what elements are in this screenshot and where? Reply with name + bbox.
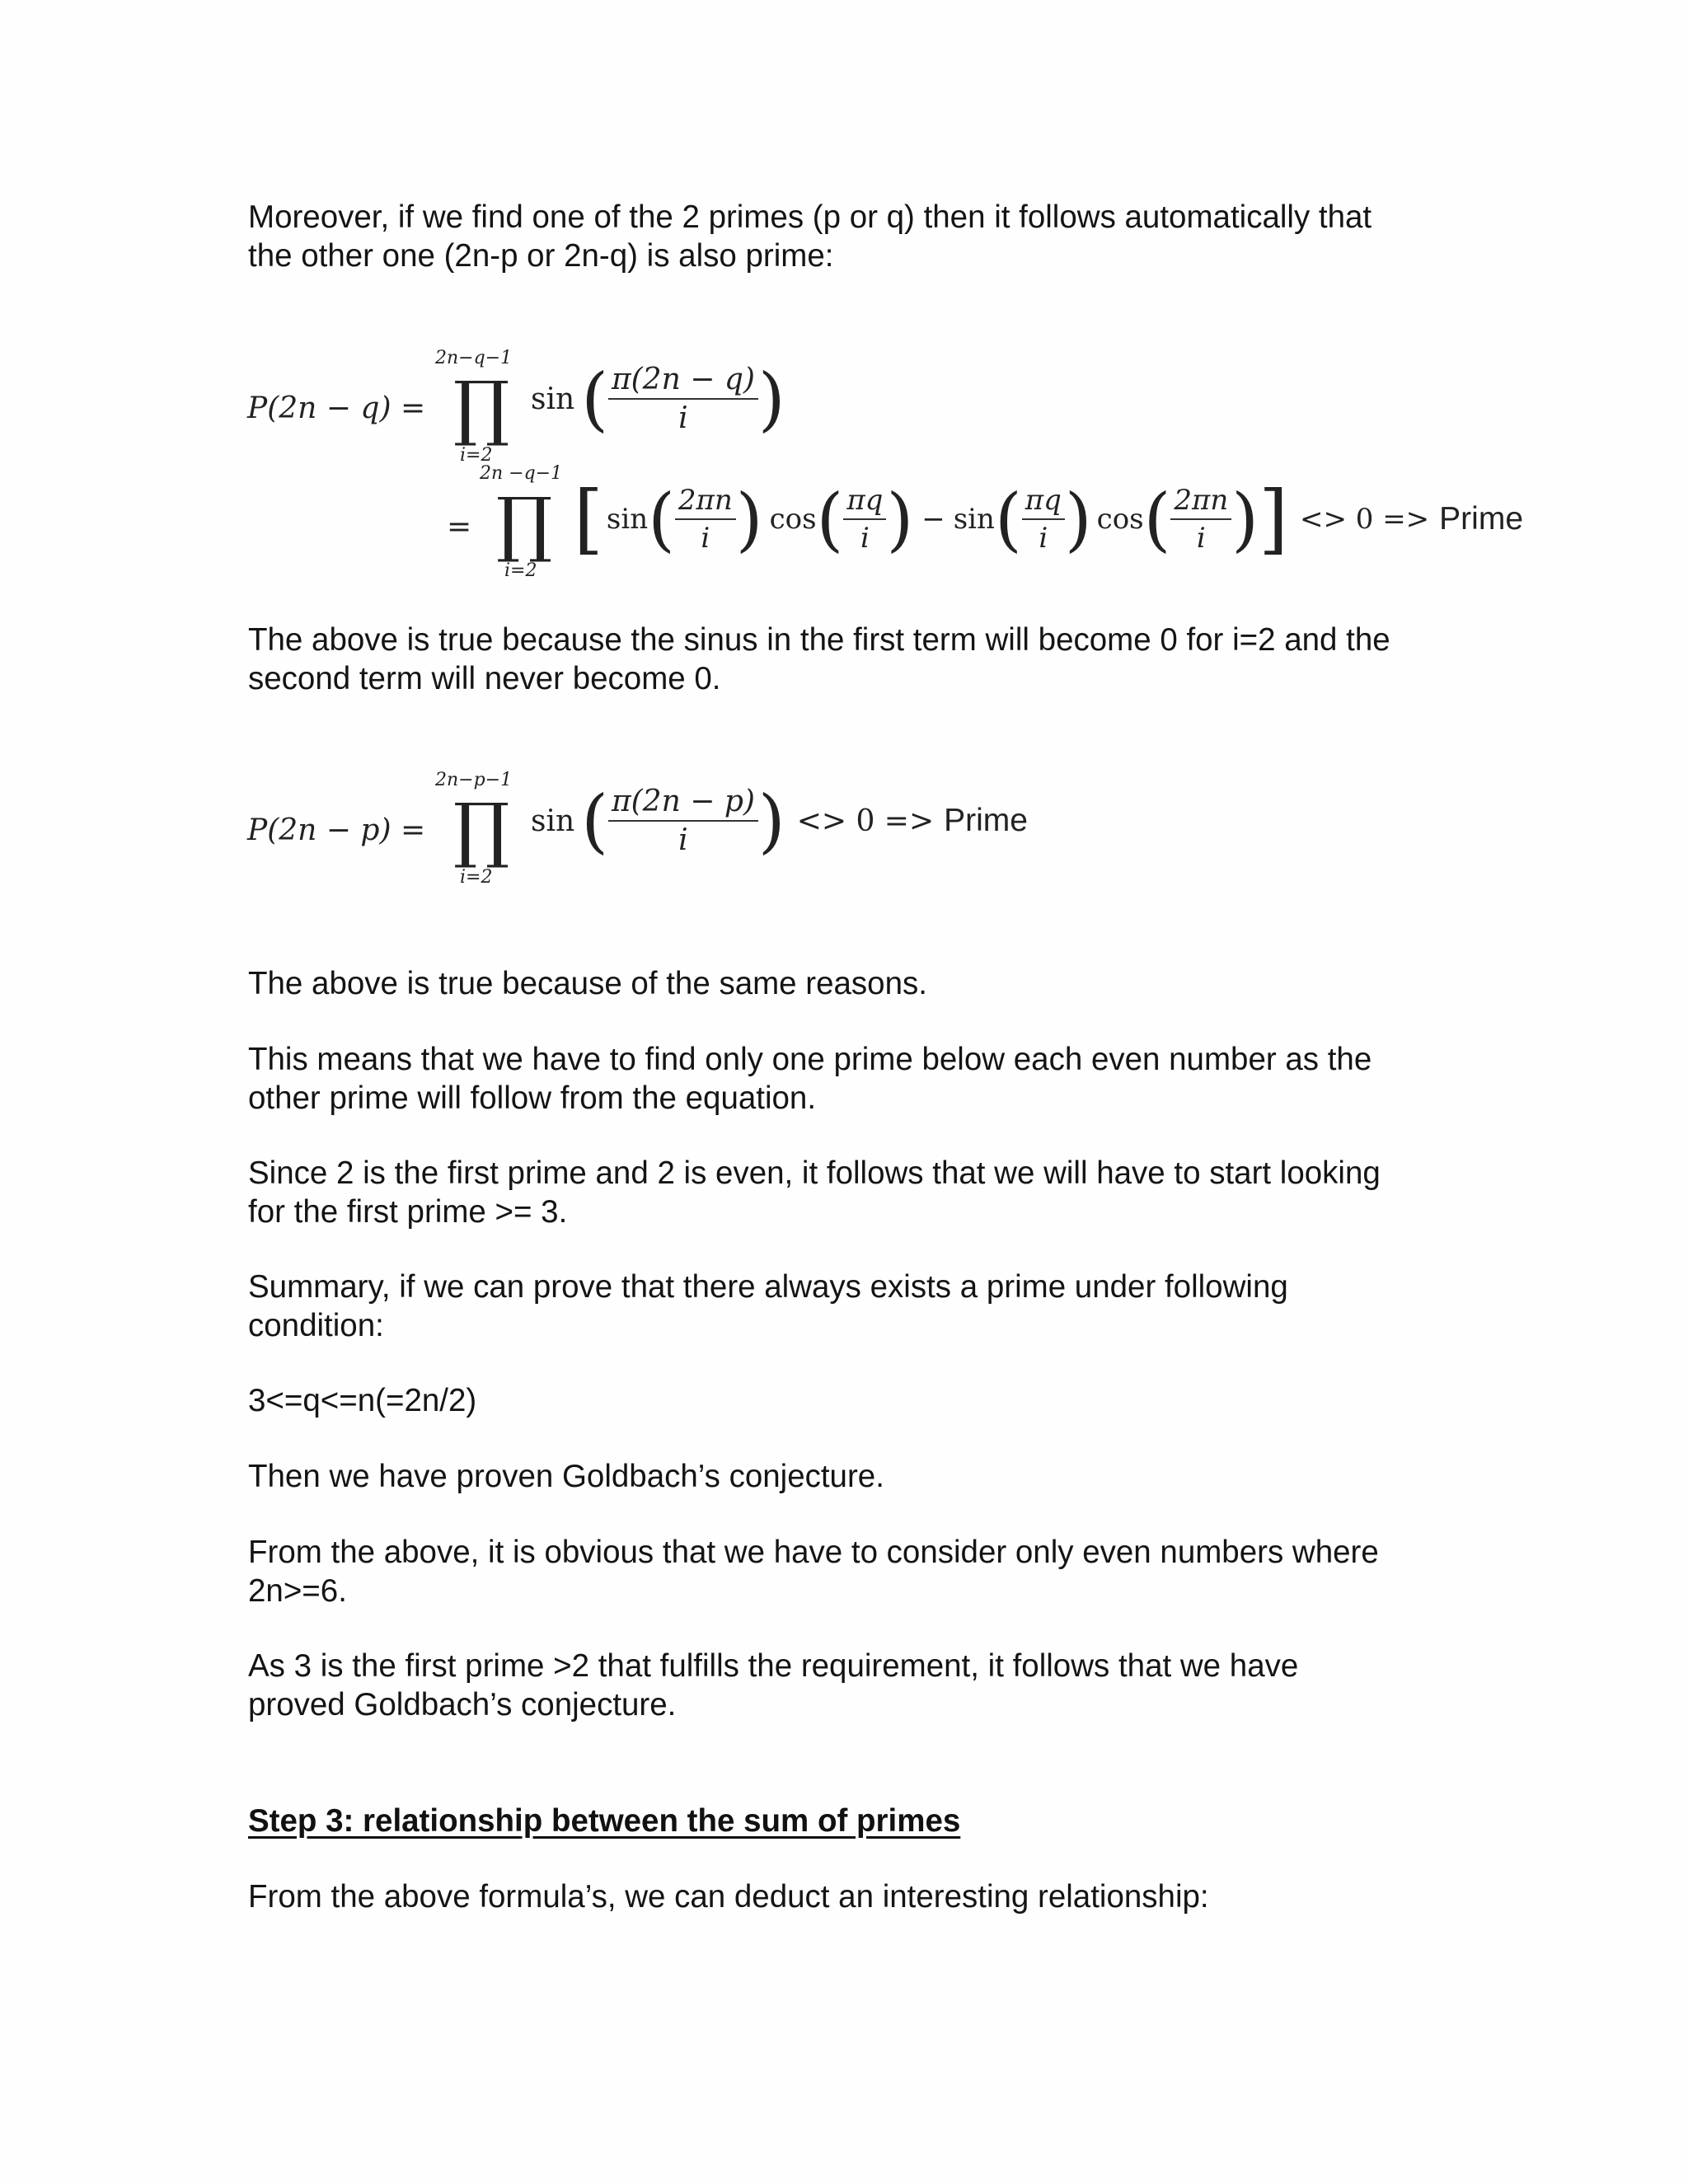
eq2-product-lower-limit: i=2 xyxy=(460,867,493,888)
eq1-paren-d-open: ( xyxy=(1143,479,1171,560)
eq1-frac-2pin-d xyxy=(1170,484,1231,555)
eq1-line2-upper-limit: 2n −q−1 xyxy=(480,463,563,484)
eq2-numerator: π(2n − p) xyxy=(608,785,758,822)
eq2-denominator: i xyxy=(678,823,688,857)
eq2-lhs-text: P(2n − p) xyxy=(247,813,392,847)
eq1-open-bracket: [ xyxy=(574,475,603,563)
eq1-close-bracket: ] xyxy=(1259,475,1288,563)
eq2-close-paren: ) xyxy=(757,780,785,861)
eq1-paren-c-close: ) xyxy=(1064,479,1092,560)
eq2-open-paren: ( xyxy=(581,780,608,861)
eq1-numerator: π(2n − q) xyxy=(608,363,758,400)
eq1-num-piq-b: πq xyxy=(843,484,886,520)
eq1-line2-equals: = xyxy=(447,510,472,544)
eq2-fraction xyxy=(608,785,758,857)
eq1-prime-label: Prime xyxy=(1439,501,1524,537)
eq2-product-symbol: ∏ xyxy=(453,789,510,871)
eq1-paren-a-open: ( xyxy=(648,479,675,560)
paragraph-proven: Then we have proven Goldbach’s conjecture. xyxy=(248,1459,884,1494)
eq1-minus: − xyxy=(921,503,945,536)
paragraph-sinus-reason: The above is true because the sinus in the first term will become 0 for i=2 and the second term will never become 0. xyxy=(248,622,1390,696)
eq2-lhs xyxy=(247,813,392,847)
eq1-frac-piq-b xyxy=(843,484,886,555)
eq1-equals: = xyxy=(401,391,426,425)
eq1-num-2pin-a: 2πn xyxy=(675,484,736,520)
eq1-sin: sin xyxy=(531,382,575,416)
eq1-term-cos1: cos xyxy=(769,503,817,536)
paragraph-conclusion: As 3 is the first prime >2 that fulfills the requirement, it follows that we have proved Goldbach’s conjecture. xyxy=(248,1648,1299,1722)
eq1-fraction xyxy=(608,363,758,435)
eq1-frac-2pin-a xyxy=(675,484,736,555)
eq1-expansion xyxy=(574,475,1524,563)
eq1-line2-product-symbol: ∏ xyxy=(496,483,553,565)
eq2-sin: sin xyxy=(531,804,575,838)
eq1-close-paren: ) xyxy=(757,359,785,439)
eq1-term-cos2: cos xyxy=(1096,503,1144,536)
eq2-sine-term xyxy=(531,780,1028,861)
paragraph-same-reasons: The above is true because of the same reasons. xyxy=(248,966,927,1001)
eq1-paren-c-open: ( xyxy=(994,479,1022,560)
eq2-equals: = xyxy=(401,813,426,847)
eq1-lhs xyxy=(247,391,392,425)
eq1-num-piq-c: πq xyxy=(1022,484,1065,520)
paragraph-summary: Summary, if we can prove that there always exists a prime under following condition: xyxy=(248,1269,1288,1343)
eq1-sine-term xyxy=(531,359,785,439)
eq1-paren-b-open: ( xyxy=(816,479,844,560)
paragraph-relationship: From the above formula’s, we can deduct an interesting relationship: xyxy=(248,1879,1209,1915)
eq1-num-2pin-d: 2πn xyxy=(1170,484,1231,520)
eq1-den-a: i xyxy=(701,522,710,555)
eq1-paren-d-close: ) xyxy=(1231,479,1259,560)
eq2-prime-label: Prime xyxy=(944,803,1028,838)
paragraph-intro: Moreover, if we find one of the 2 primes (p or q) then it follows automatically that the other one (2n-p or 2n-q) is also prime: xyxy=(248,199,1372,274)
eq1-term-sin1: sin xyxy=(606,503,649,536)
eq1-product-symbol: ∏ xyxy=(453,367,510,449)
eq1-den-b: i xyxy=(860,522,870,555)
eq1-paren-a-close: ) xyxy=(735,479,763,560)
eq1-open-paren: ( xyxy=(581,359,608,439)
paragraph-even-numbers: From the above, it is obvious that we have to consider only even numbers where 2n>=6. xyxy=(248,1535,1379,1609)
section-heading-step3: Step 3: relationship between the sum of primes xyxy=(248,1803,961,1839)
eq1-frac-piq-c xyxy=(1022,484,1065,555)
eq1-product-lower-limit: i=2 xyxy=(460,445,493,466)
eq2-tail: <> 0 => xyxy=(796,804,935,838)
eq1-denominator: i xyxy=(678,401,688,435)
paragraph-condition: 3<=q<=n(=2n/2) xyxy=(248,1383,477,1418)
eq2-product-upper-limit: 2n−p−1 xyxy=(435,770,513,790)
eq1-tail: <> 0 => xyxy=(1299,503,1430,536)
eq1-den-c: i xyxy=(1039,522,1048,555)
eq1-product-upper-limit: 2n−q−1 xyxy=(435,348,513,368)
eq1-lhs-text: P(2n − q) xyxy=(247,391,392,425)
eq1-line2-lower-limit: i=2 xyxy=(504,560,537,581)
paragraph-one-prime: This means that we have to find only one prime below each even number as the other prime will follow from the equation. xyxy=(248,1042,1372,1116)
eq1-paren-b-close: ) xyxy=(886,479,914,560)
eq1-den-d: i xyxy=(1196,522,1206,555)
paragraph-start-looking: Since 2 is the first prime and 2 is even, it follows that we will have to start looking for the first prime >= 3. xyxy=(248,1155,1381,1230)
eq1-term-sin2: sin xyxy=(953,503,995,536)
